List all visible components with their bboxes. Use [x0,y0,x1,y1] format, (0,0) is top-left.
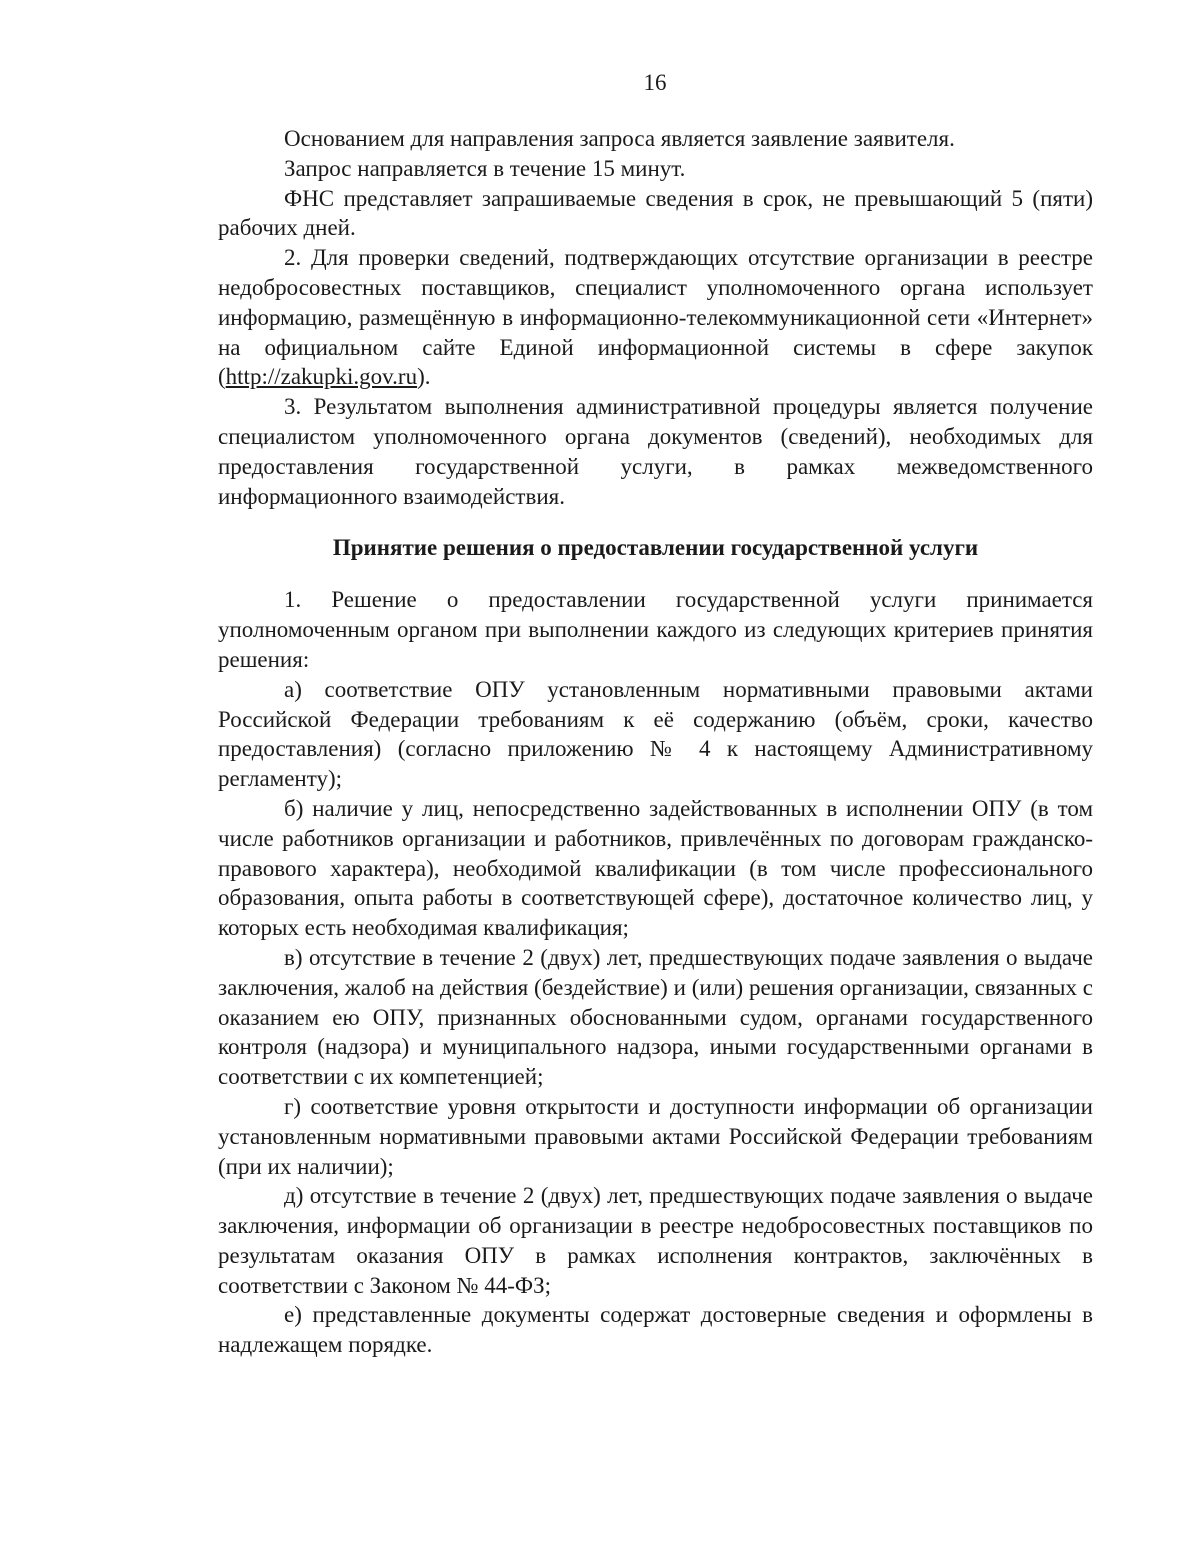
paragraph-check-registry [218,243,1093,392]
criterion-e: е) представленные документы содержат достоверные сведения и оформлены в надлежащем порядке. [218,1302,1093,1358]
paragraph-request-time: Запрос направляется в течение 15 минут. [284,155,686,181]
section-heading: Принятие решения о предоставлении государственной услуги [332,535,979,561]
paragraph-fns-deadline: ФНС представляет запрашиваемые сведения в срок, не превышающий 5 (пяти) рабочих дней. [218,185,1093,241]
paragraph-basis: Основанием для направления запроса является заявление заявителя. [284,126,955,151]
paragraph-check-registry-end: ). [417,364,431,390]
paragraph-procedure-result: 3. Результатом выполнения административной процедуры является получение специалистом уполномоченного органа документов (сведений), необходимых для предоставления государственной услуги, в рамках межведомственного информационного взаимодействия. [218,394,1093,509]
document-body [218,124,1093,1360]
criterion-d: д) отсутствие в течение 2 (двух) лет, предшествующих подаче заявления о выдаче заключения, информации об организации в реестре недобросовестных поставщиков по результатам оказания ОПУ в рамках исполнения контрактов, заключённых в соответствии с Законом № 44-ФЗ; [218,1183,1093,1298]
criterion-v: в) отсутствие в течение 2 (двух) лет, предшествующих подаче заявления о выдаче заключения, жалоб на действия (бездействие) и (или) решения организации, связанных с оказанием ею ОПУ, признанных обоснованными судом, органами государственного контроля (надзора) и муниципального надзора, иными государственными органами в соответствии с их компетенцией; [218,944,1093,1090]
criterion-a: а) соответствие ОПУ установленным нормативными правовыми актами Российской Федерации требованиям к её содержанию (объём, сроки, качество предоставления) (согласно приложению № 4 к настоящему Административному регламенту); [218,676,1093,792]
paragraph-criteria-intro: 1. Решение о предоставлении государственной услуги принимается уполномоченным органом при выполнении каждого из следующих критериев принятия решения: [218,587,1093,672]
zakupki-link[interactable]: http://zakupki.gov.ru [225,364,418,390]
criterion-g: г) соответствие уровня открытости и доступности информации об организации установленным нормативными правовыми актами Российской Федерации требованиям (при их наличии); [218,1093,1093,1179]
page-number: 16 [643,70,667,95]
criterion-b: б) наличие у лиц, непосредственно задействованных в исполнении ОПУ (в том числе работников организации и работников, привлечённых по договорам гражданско-правового характера), необходимой квалификации (в том числе профессионального образования, опыта работы в соответствующей сфере), достаточное количество лиц, у которых есть необходимая квалификация; [218,795,1093,941]
paragraph-check-registry-text: 2. Для проверки сведений, подтверждающих отсутствие организации в реестре недобросовестных поставщиков, специалист уполномоченного органа использует информацию, размещённую в информационно-телекоммуникационной сети «Интернет» на официальном сайте Единой информационной системы в сфере закупок ( [218,245,1093,390]
